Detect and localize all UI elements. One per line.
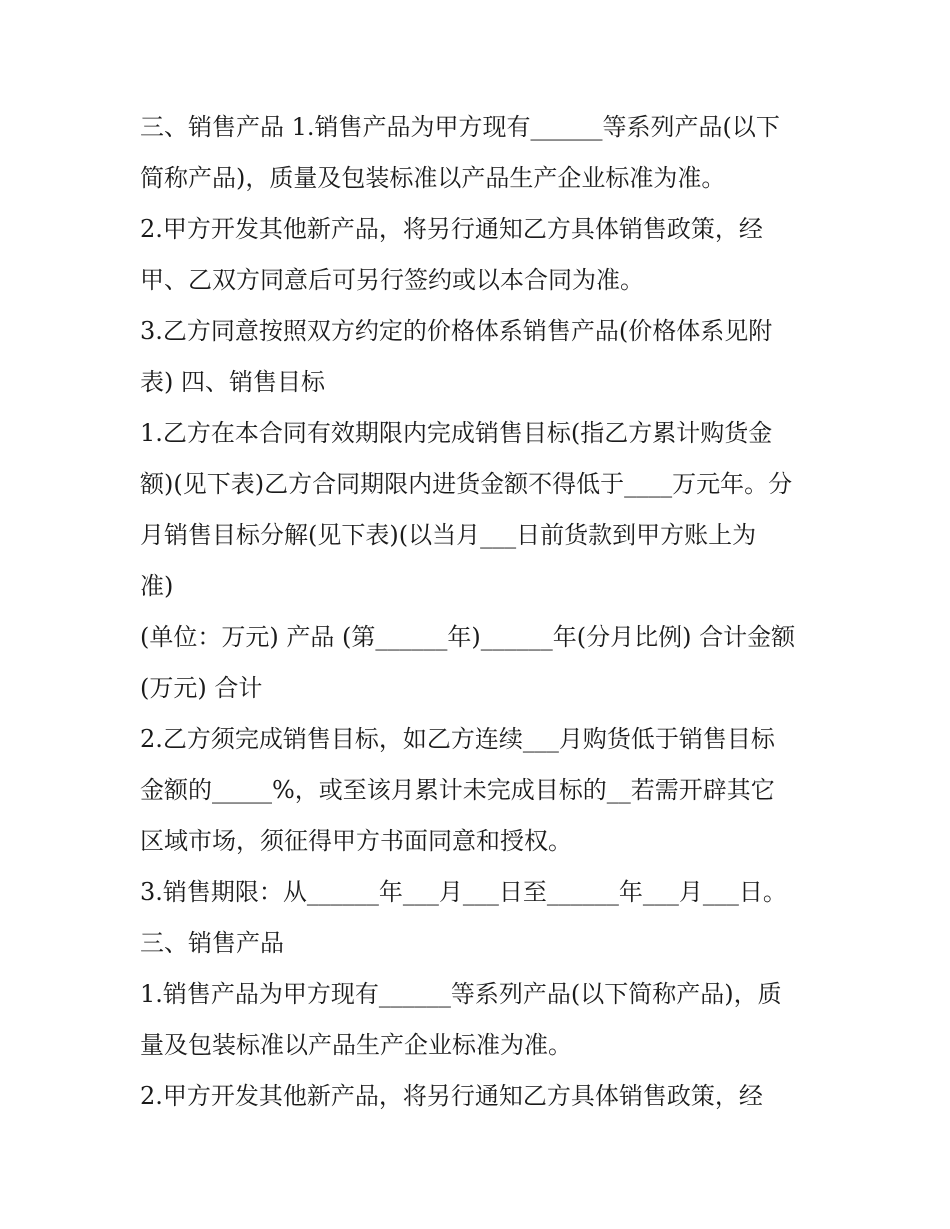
text-line: 额)(见下表)乙方合同期限内进货金额不得低于____万元年。分 bbox=[140, 470, 793, 498]
text-line: 2.乙方须完成销售目标，如乙方连续___月购货低于销售目标 bbox=[140, 725, 775, 753]
text-line: 2.甲方开发其他新产品，将另行通知乙方具体销售政策，经 bbox=[140, 215, 763, 243]
text-line: (单位：万元) 产品 (第______年)______年(分月比例) 合计金额 bbox=[140, 623, 796, 651]
text-line: 金额的_____%，或至该月累计未完成目标的__若需开辟其它 bbox=[140, 776, 775, 804]
text-line: 三、销售产品 bbox=[140, 929, 284, 957]
text-line: 三、销售产品 1.销售产品为甲方现有______等系列产品(以下 bbox=[140, 113, 780, 141]
text-line: 1.乙方在本合同有效期限内完成销售目标(指乙方累计购货金 bbox=[140, 419, 773, 447]
text-line: 2.甲方开发其他新产品，将另行通知乙方具体销售政策，经 bbox=[140, 1082, 763, 1110]
text-line: 甲、乙双方同意后可另行签约或以本合同为准。 bbox=[140, 266, 644, 294]
text-line: 准) bbox=[140, 572, 174, 600]
text-line: 3.乙方同意按照双方约定的价格体系销售产品(价格体系见附 bbox=[140, 317, 773, 345]
text-line: 简称产品)，质量及包装标准以产品生产企业标准为准。 bbox=[140, 164, 726, 192]
text-line: 月销售目标分解(见下表)(以当月___日前货款到甲方账上为 bbox=[140, 521, 757, 549]
text-line: 表) 四、销售目标 bbox=[140, 368, 325, 396]
text-line: 1.销售产品为甲方现有______等系列产品(以下简称产品)，质 bbox=[140, 980, 782, 1008]
document-body bbox=[140, 102, 820, 1122]
text-line: 3.销售期限：从______年___月___日至______年___月___日。 bbox=[140, 878, 787, 906]
text-line: (万元) 合计 bbox=[140, 674, 263, 702]
text-line: 量及包装标准以产品生产企业标准为准。 bbox=[140, 1031, 572, 1059]
text-line: 区域市场，须征得甲方书面同意和授权。 bbox=[140, 827, 572, 855]
